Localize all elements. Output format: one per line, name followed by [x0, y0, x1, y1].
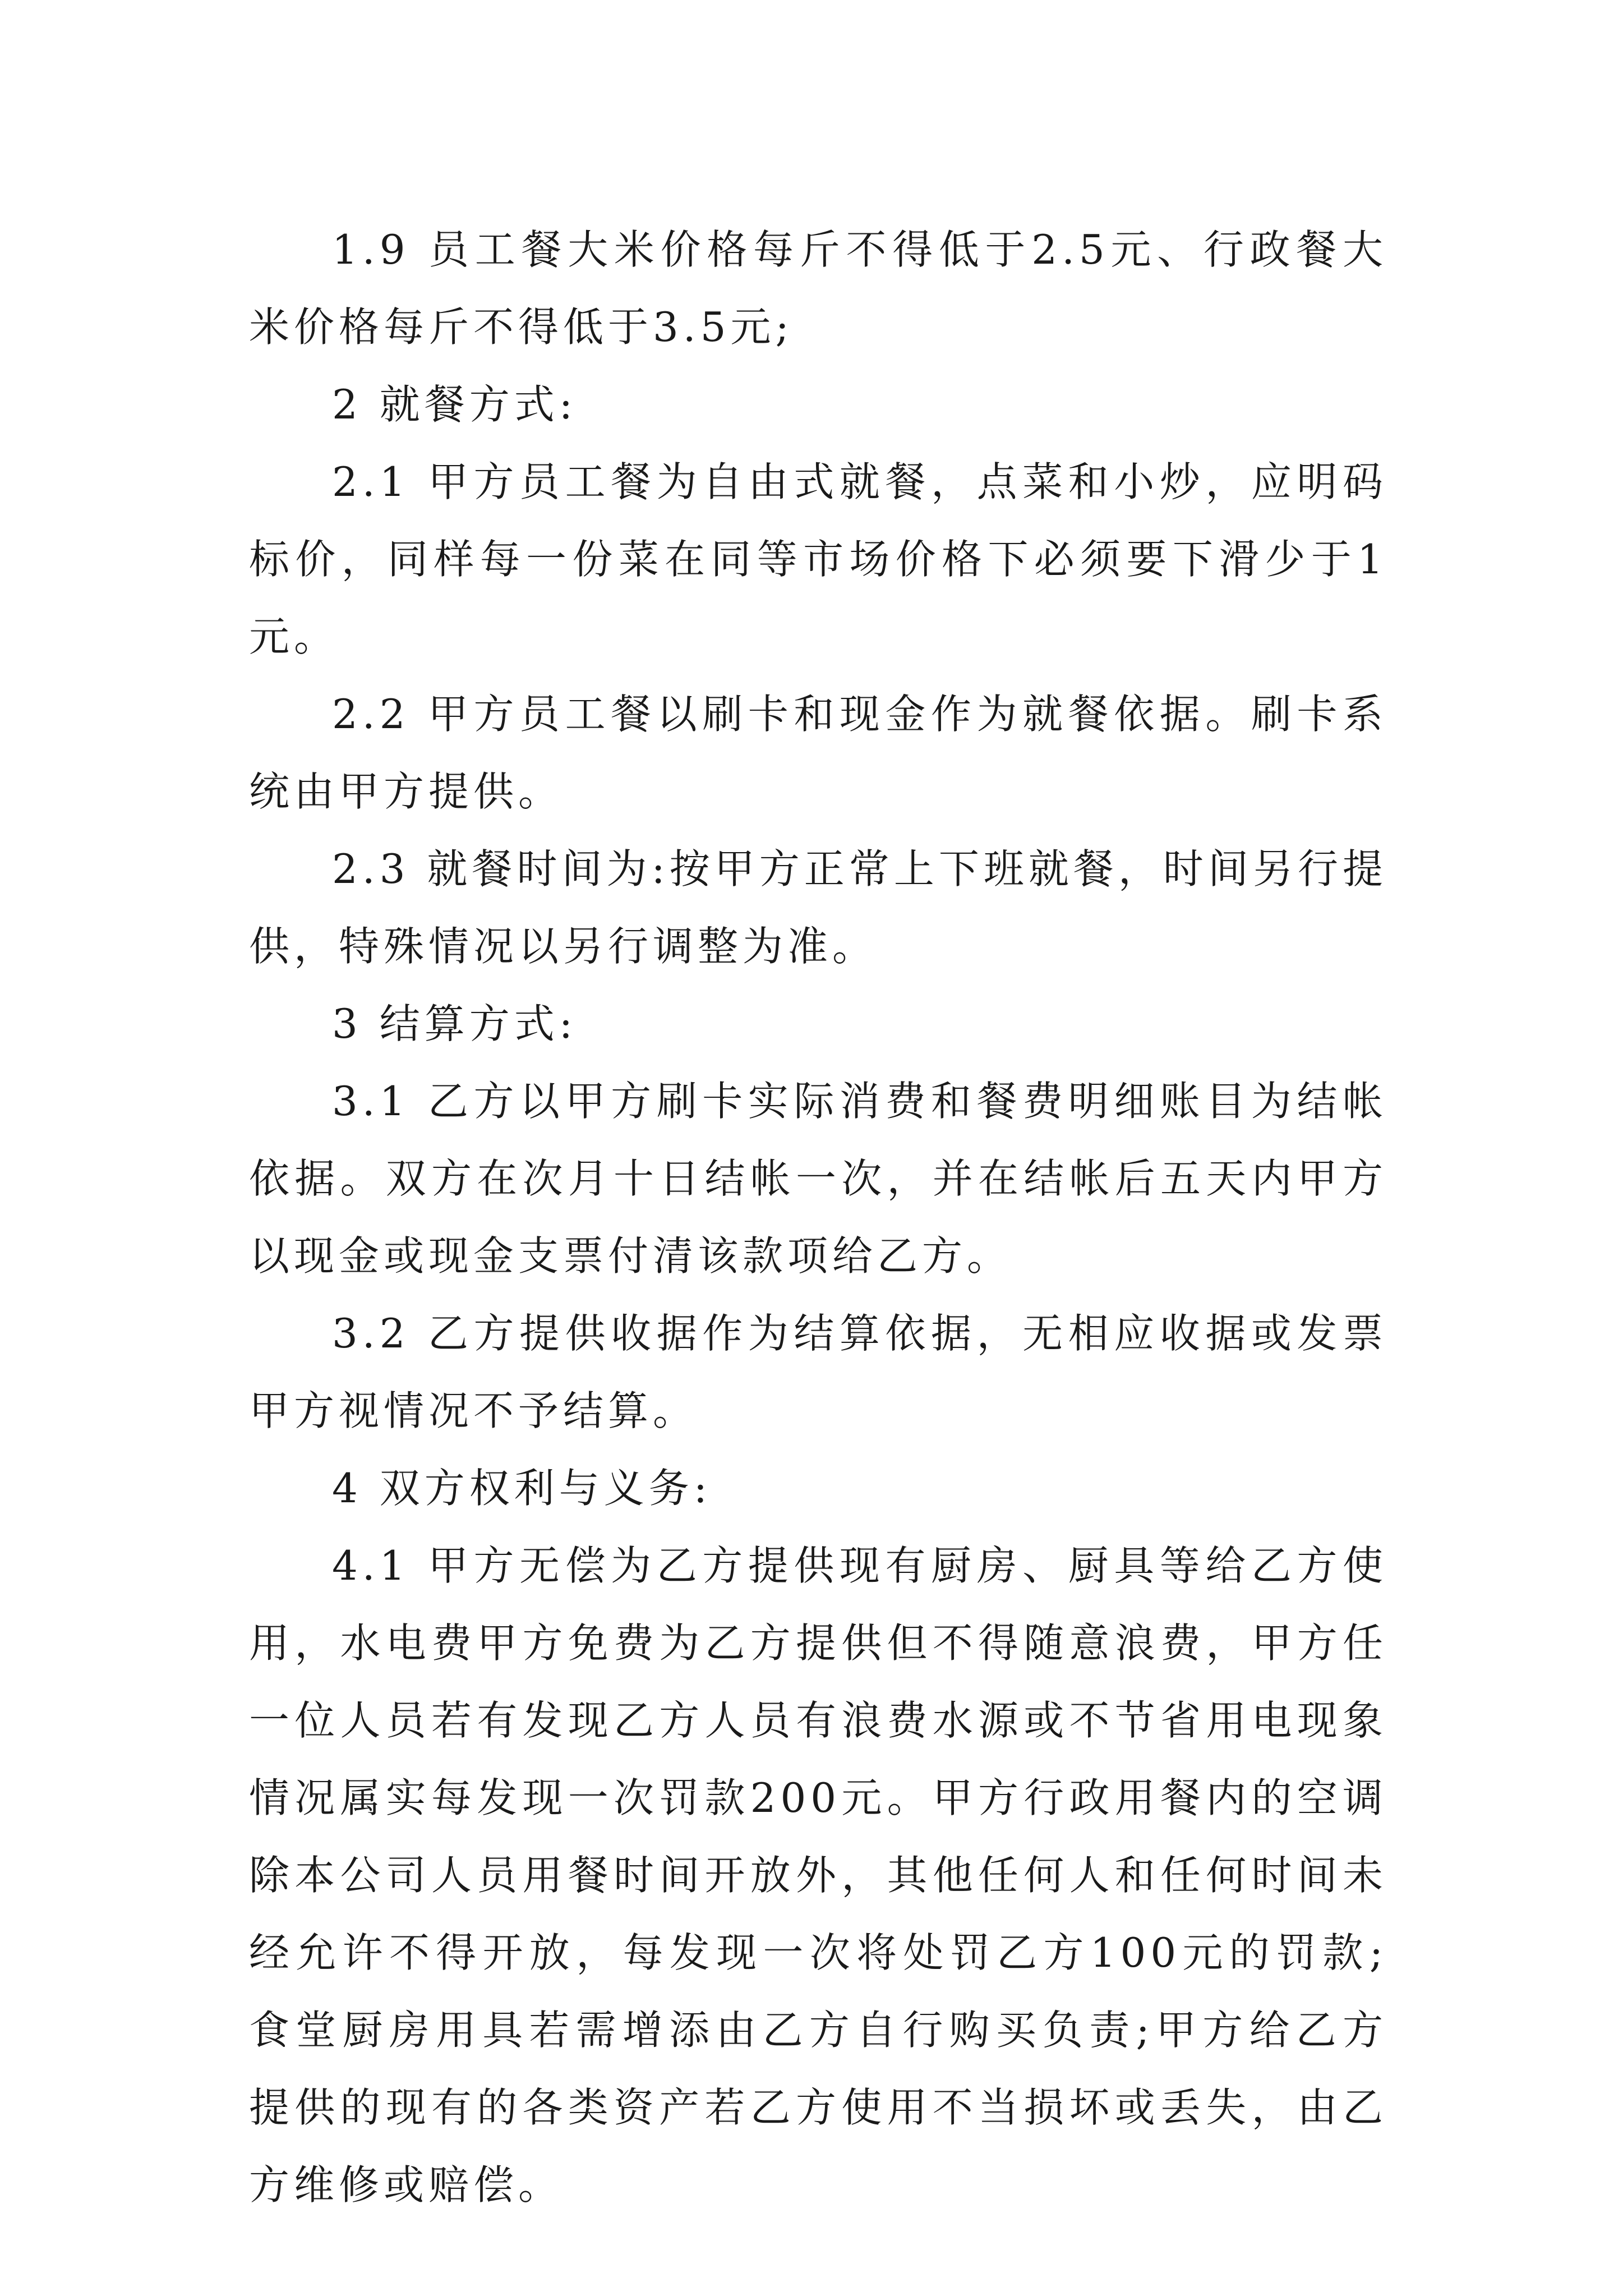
- section-heading-dining-method: 2 就餐方式:: [332, 381, 577, 428]
- paragraph-rice-price: 1.9 员工餐大米价格每斤不得低于2.5元、行政餐大米价格每斤不得低于3.5元;: [249, 226, 1387, 351]
- document-body: [249, 211, 1387, 2224]
- section-heading-settlement: 3 结算方式:: [332, 1000, 577, 1047]
- paragraph-2-3: 2.3 就餐时间为:按甲方正常上下班就餐，时间另行提供，特殊情况以另行调整为准。: [249, 845, 1387, 970]
- paragraph-3-1: 3.1 乙方以甲方刷卡实际消费和餐费明细账目为结帐依据。双方在次月十日结帐一次，并在结帐后五天内甲方以现金或现金支票付清该款项给乙方。: [249, 1078, 1387, 1280]
- paragraph-3-2: 3.2 乙方提供收据作为结算依据，无相应收据或发票甲方视情况不予结算。: [249, 1310, 1387, 1434]
- paragraph-4-1: 4.1 甲方无偿为乙方提供现有厨房、厨具等给乙方使用，水电费甲方免费为乙方提供但不得随意浪费，甲方任一位人员若有发现乙方人员有浪费水源或不节省用电现象情况属实每发现一次罚款200元。甲方行政用餐内的空调除本公司人员用餐时间开放外，其他任何人和任何时间未经允许不得开放，每发现一次将处罚乙方100元的罚款;食堂厨房用具若需增添由乙方自行购买负责;甲方给乙方提供的现有的各类资产若乙方使用不当损坏或丢失，由乙方维修或赔偿。: [249, 1542, 1387, 2208]
- paragraph-2-1: 2.1 甲方员工餐为自由式就餐，点菜和小炒，应明码标价，同样每一份菜在同等市场价格下必须要下滑少于1元。: [249, 458, 1387, 660]
- section-heading-rights-obligations: 4 双方权利与义务:: [332, 1465, 712, 1512]
- paragraph-2-2: 2.2 甲方员工餐以刷卡和现金作为就餐依据。刷卡系统由甲方提供。: [249, 691, 1387, 815]
